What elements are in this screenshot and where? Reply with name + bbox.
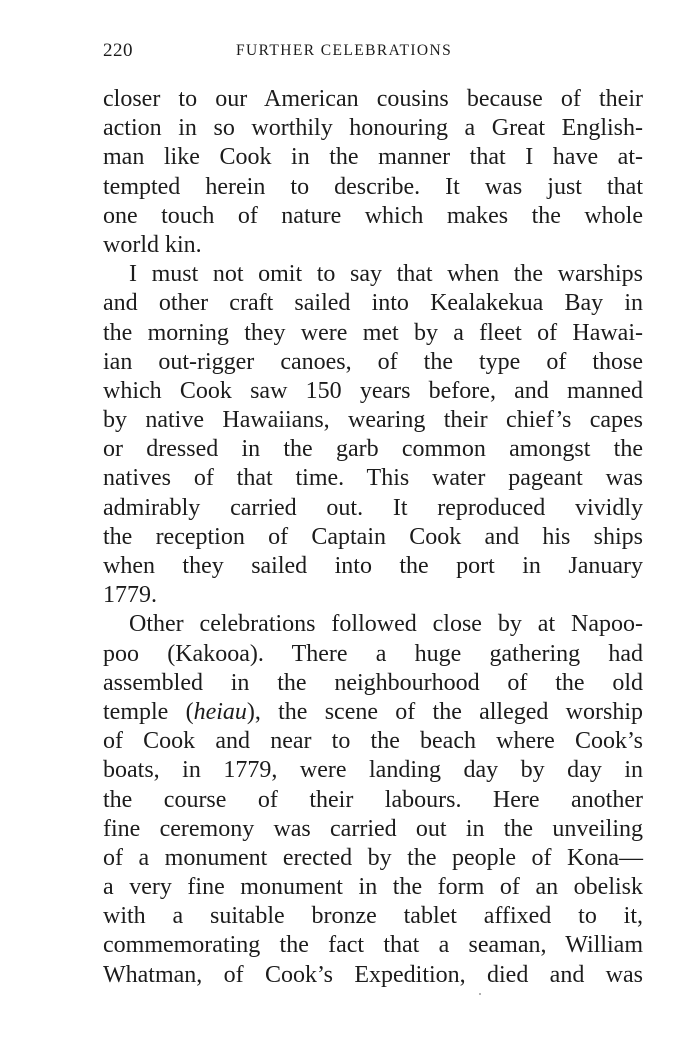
text-line: Other celebrations followed close by at Napoo-	[129, 611, 643, 638]
text-line: world kin.	[103, 231, 202, 258]
text-line: the reception of Captain Cook and his ships	[103, 523, 643, 550]
paper-speck	[479, 993, 481, 995]
text-line: with a suitable bronze tablet affixed to it,	[103, 903, 643, 930]
text-line: natives of that time. This water pageant was	[103, 465, 643, 492]
text-line: and other craft sailed into Kealakekua Bay in	[103, 290, 643, 317]
text-line: Whatman, of Cook’s Expedition, died and was	[103, 961, 643, 988]
text-line: when they sailed into the port in January	[103, 553, 643, 579]
text-line: a very fine monument in the form of an obelisk	[103, 874, 643, 901]
text-line: poo (Kakooa). There a huge gathering had	[103, 640, 643, 667]
text-line: assembled in the neighbourhood of the old	[103, 669, 643, 696]
text-line: action in so worthily honouring a Great English-	[103, 115, 643, 142]
text-segment: temple (	[103, 698, 194, 725]
text-line: ian out-rigger canoes, of the type of those	[103, 348, 643, 375]
text-line: admirably carried out. It reproduced vividly	[103, 494, 643, 521]
body-text	[103, 85, 643, 990]
text-line: of a monument erected by the people of Kona—	[103, 844, 643, 871]
text-line: the course of their labours. Here another	[103, 786, 643, 813]
page-number: 220	[103, 40, 133, 61]
text-line: which Cook saw 150 years before, and manned	[103, 377, 643, 404]
text-line: fine ceremony was carried out in the unveiling	[103, 815, 643, 842]
text-line: commemorating the fact that a seaman, William	[103, 932, 643, 959]
text-line: by native Hawaiians, wearing their chief’s capes	[103, 407, 643, 434]
text-line: boats, in 1779, were landing day by day in	[103, 757, 643, 784]
text-line: of Cook and near to the beach where Cook’s	[103, 728, 643, 755]
text-line: the morning they were met by a fleet of Hawai-	[103, 319, 643, 346]
text-line: one touch of nature which makes the whole	[103, 202, 643, 229]
running-title: FURTHER CELEBRATIONS	[236, 42, 453, 59]
text-segment: ), the scene of the alleged worship	[246, 698, 643, 725]
text-line: 1779.	[103, 582, 157, 609]
text-line: or dressed in the garb common amongst the	[103, 436, 643, 463]
running-header	[103, 40, 643, 66]
text-line: I must not omit to say that when the warships	[129, 261, 643, 288]
text-line	[103, 698, 643, 727]
text-line: closer to our American cousins because of their	[103, 86, 643, 112]
text-line: tempted herein to describe. It was just that	[103, 173, 643, 200]
italic-term: heiau	[193, 698, 247, 725]
text-line: man like Cook in the manner that I have at-	[103, 144, 643, 171]
